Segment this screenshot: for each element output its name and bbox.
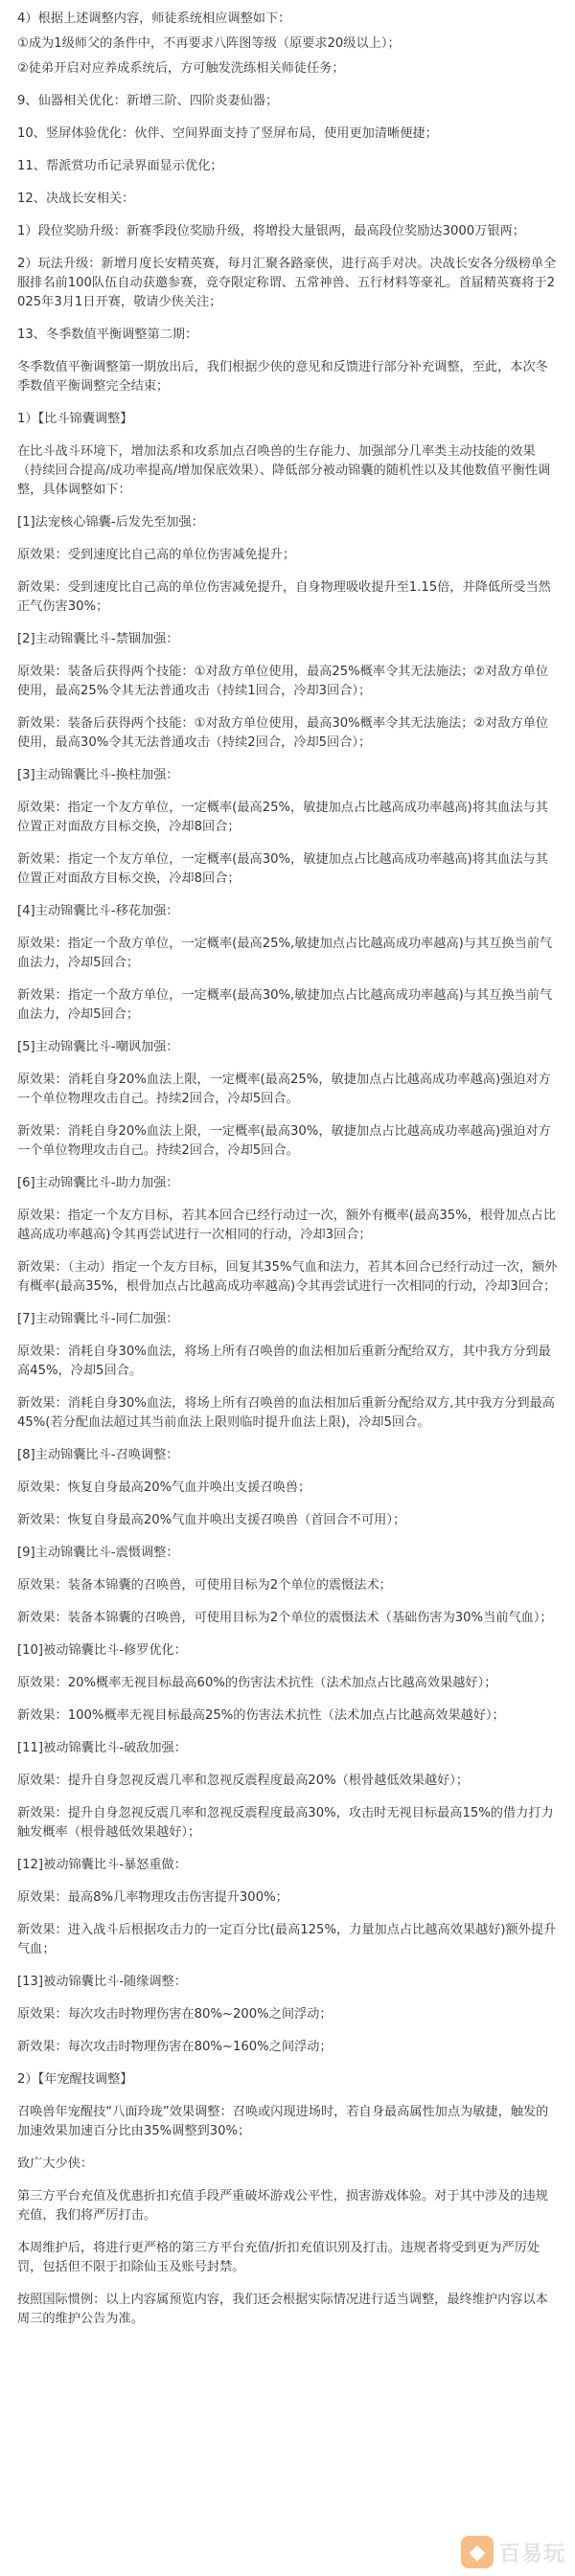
new-effect: 致广大少侠： (17, 2157, 94, 2171)
new-effect: 新效果：每次攻击时物理伤害在80%~160%之间浮动； (17, 2040, 333, 2054)
new-effect: 新效果：指定一个敌方单位，一定概率(最高30%,敏捷加点占比越高成功率越高)与其互换当前气血法力，冷却5回合； (17, 988, 553, 1022)
item-heading: [3]主动锦囊比斗-换柱加强： (17, 768, 179, 782)
item-heading: [12]被动锦囊比斗-暴怒重做： (17, 1858, 187, 1872)
subsection-heading: 1）【比斗锦囊调整】 (17, 412, 133, 426)
item-heading: [6]主动锦囊比斗-助力加强： (17, 1176, 179, 1190)
watermark-text: 百易玩 (498, 2542, 565, 2566)
section-heading: 10、竖屏体验优化：伙伴、空间界面支持了竖屏布局，使用更加清晰便捷； (17, 126, 438, 141)
section-heading: 9、仙器相关优化：新增三阶、四阶炎妻仙器； (17, 94, 279, 108)
new-effect: 新效果：装备本锦囊的召唤兽，可使用目标为2个单位的震慑法术（基础伤害为30%当前气血）； (17, 1611, 553, 1625)
original-effect: 原效果：指定一个敌方单位，一定概率(最高25%,敏捷加点占比越高成功率越高)与其互换当前气血法力，冷却5回合； (17, 937, 553, 970)
new-effect: 新效果：恢复自身最高20%气血并唤出支援召唤兽（首回合不可用）； (17, 1513, 406, 1527)
new-effect: 新效果：提升自身忽视反震几率和忽视反震程度最高30%，攻击时无视目标最高15%的借力打力触发概率（根骨越低效果越好）； (17, 1806, 554, 1840)
original-effect: 原效果：恢复自身最高20%气血并唤出支援召唤兽； (17, 1480, 311, 1495)
section-heading: 11、帮派赏功币记录界面显示优化； (17, 159, 223, 173)
new-effect: 新效果：消耗自身20%血法上限，一定概率(最高30%，敏捷加点占比越高成功率越高)强迫对方一个单位物理攻击自己。持续2回合，冷却5回合。 (17, 1124, 551, 1158)
item-heading: [2]主动锦囊比斗-禁锢加强： (17, 632, 179, 646)
new-effect: 新效果：进入战斗后根据攻击力的一定百分比(最高125%，力量加点占比越高效果越好)额外提升气血； (17, 1923, 557, 1956)
item-heading: [11]被动锦囊比斗-破敌加强： (17, 1741, 187, 1755)
original-effect: 原效果：消耗自身20%血法上限，一定概率(最高25%，敏捷加点占比越高成功率越高)强迫对方一个单位物理攻击自己。持续2回合，冷却5回合。 (17, 1073, 551, 1106)
section-heading: 12、决战长安相关： (17, 192, 135, 206)
item-heading: [1]法宠核心锦囊-后发先至加强： (17, 515, 204, 530)
original-effect: 原效果：每次攻击时物理伤害在80%~200%之间浮动； (17, 2007, 333, 2022)
greeting: 按照国际惯例：以上内容属预览内容，我们还会根据实际情况进行适当调整，最终维护内容以本周三的维护公告为准。 (17, 2293, 548, 2326)
original-effect: 原效果：消耗自身30%血法，将场上所有召唤兽的血法相加后重新分配给双方，其中我方分到最高45%，冷却5回合。 (17, 1344, 551, 1378)
item-heading: [7]主动锦囊比斗-同仁加强： (17, 1312, 179, 1326)
item-heading: [4]主动锦囊比斗-移花加强： (17, 904, 179, 918)
section-heading: 13、冬季数值平衡调整第二期： (17, 328, 198, 342)
watermark-logo-icon: ◆ (461, 2536, 494, 2568)
item-heading: [13]被动锦囊比斗-随缘调整： (17, 1975, 187, 1989)
original-effect: 原效果：装备后获得两个技能：①对敌方单位使用，最高25%概率令其无法施法；②对敌方单位使用，最高25%令其无法普通攻击（持续1回合，冷却3回合）； (17, 665, 549, 698)
item-heading: [10]被动锦囊比斗-修罗优化： (17, 1643, 187, 1658)
item-heading: 2）【年宠醒技调整】 (17, 2072, 133, 2087)
new-effect: 新效果：装备后获得两个技能：①对敌方单位使用，最高30%概率令其无法施法；②对敌方单位使用，最高30%令其无法普通攻击（持续2回合，冷却5回合）； (17, 716, 549, 750)
text-paragraph: ①成为1级师父的条件中，不再要求八阵图等级（原要求20级以上）； (17, 36, 401, 51)
subsection-heading: 第三方平台充值及优惠折扣充值手段严重破坏游戏公平性，损害游戏体验。对于其中涉及的违规充值，我们将严厉打击。 (17, 2189, 548, 2223)
new-effect: 新效果：指定一个友方单位，一定概率(最高30%，敏捷加点占比越高成功率越高)将其血法与其位置正对面敌方目标交换，冷却8回合； (17, 852, 548, 886)
text-paragraph: 在比斗战斗环境下，增加法系和攻系加点召唤兽的生存能力、加强部分几率类主动技能的效果（持续回合提高/成功率提高/增加保底效果）、降低部分被动锦囊的随机性以及其他数值平衡性调整，具体调整如下： (17, 444, 551, 497)
text-paragraph: 4）根据上述调整内容，师徒系统相应调整如下： (17, 11, 291, 26)
new-effect: 新效果：消耗自身30%血法，将场上所有召唤兽的血法相加后重新分配给双方,其中我方分到最高45%(若分配血法超过其当前血法上限则临时提升血法上限)，冷却5回合。 (17, 1396, 555, 1430)
text-paragraph: 2）玩法升级：新增月度长安精英赛，每月汇聚各路豪侠，进行高手对决。决战长安各分级榜单全服排名前100队伍自动获邀参赛，竞夺限定称谓、五常神兽、五行材料等豪礼。首届精英赛将于2025年3月1日开赛，敬请少侠关注； (17, 257, 557, 309)
new-effect: 新效果：100%概率无视目标最高25%的伤害法术抗性（法术加点占比越高效果越好）； (17, 1708, 505, 1723)
original-effect: 原效果：指定一个友方目标，若其本回合已经行动过一次，额外有概率(最高35%，根骨加点占比越高成功率越高)令其再尝试进行一次相同的行动，冷却3回合； (17, 1209, 556, 1242)
item-heading: [9]主动锦囊比斗-震慑调整： (17, 1546, 179, 1560)
text-paragraph: ②徒弟开启对应养成系统后，方可触发洗练相关师徒任务； (17, 61, 345, 76)
text-paragraph: 1）段位奖励升级：新赛季段位奖励升级，将增投大量银两，最高段位奖励达3000万银两； (17, 224, 525, 238)
original-effect: 原效果：装备本锦囊的召唤兽，可使用目标为2个单位的震慑法术； (17, 1578, 392, 1593)
original-effect: 原效果：指定一个友方单位，一定概率(最高25%，敏捷加点占比越高成功率越高)将其血法与其位置正对面敌方目标交换，冷却8回合； (17, 801, 548, 834)
text-paragraph: 冬季数值平衡调整第一期放出后，我们根据少侠的意见和反馈进行部分补充调整，至此，本次冬季数值平衡调整完全结束； (17, 360, 548, 394)
original-effect: 原效果：受到速度比自己高的单位伤害减免提升； (17, 548, 296, 562)
original-effect: 召唤兽年宠醒技“八面玲珑”效果调整：召唤或闪现进场时，若自身最高属性加点为敏捷，触发的加速效果加速百分比由35%调整到30%； (17, 2105, 549, 2138)
new-effect: 新效果：受到速度比自己高的单位伤害减免提升，自身物理吸收提升至1.15倍，并降低所受当然正气伤害30%； (17, 580, 551, 614)
new-effect: 新效果：（主动）指定一个友方目标，回复其35%气血和法力，若其本回合已经行动过一次，额外有概率(最高35%，根骨加点占比越高成功率越高)令其再尝试进行一次相同的行动，冷却3回合； (17, 1260, 558, 1294)
original-effect: 原效果：20%概率无视目标最高60%的伤害法术抗性（法术加点占比越高效果越好）； (17, 1676, 497, 1690)
text-paragraph: 本周维护后，将进行更严格的第三方平台充值/折扣充值识别及打击。违规者将受到更为严厉处罚，包括但不限于扣除仙玉及账号封禁。 (17, 2241, 540, 2274)
original-effect: 原效果：提升自身忽视反震几率和忽视反震程度最高20%（根骨越低效果越好）； (17, 1774, 470, 1788)
item-heading: [5]主动锦囊比斗-嘲讽加强： (17, 1040, 179, 1054)
original-effect: 原效果：最高8%几率物理攻击伤害提升300%； (17, 1890, 288, 1905)
site-watermark (461, 2536, 565, 2568)
item-heading: [8]主动锦囊比斗-召唤调整： (17, 1448, 179, 1462)
